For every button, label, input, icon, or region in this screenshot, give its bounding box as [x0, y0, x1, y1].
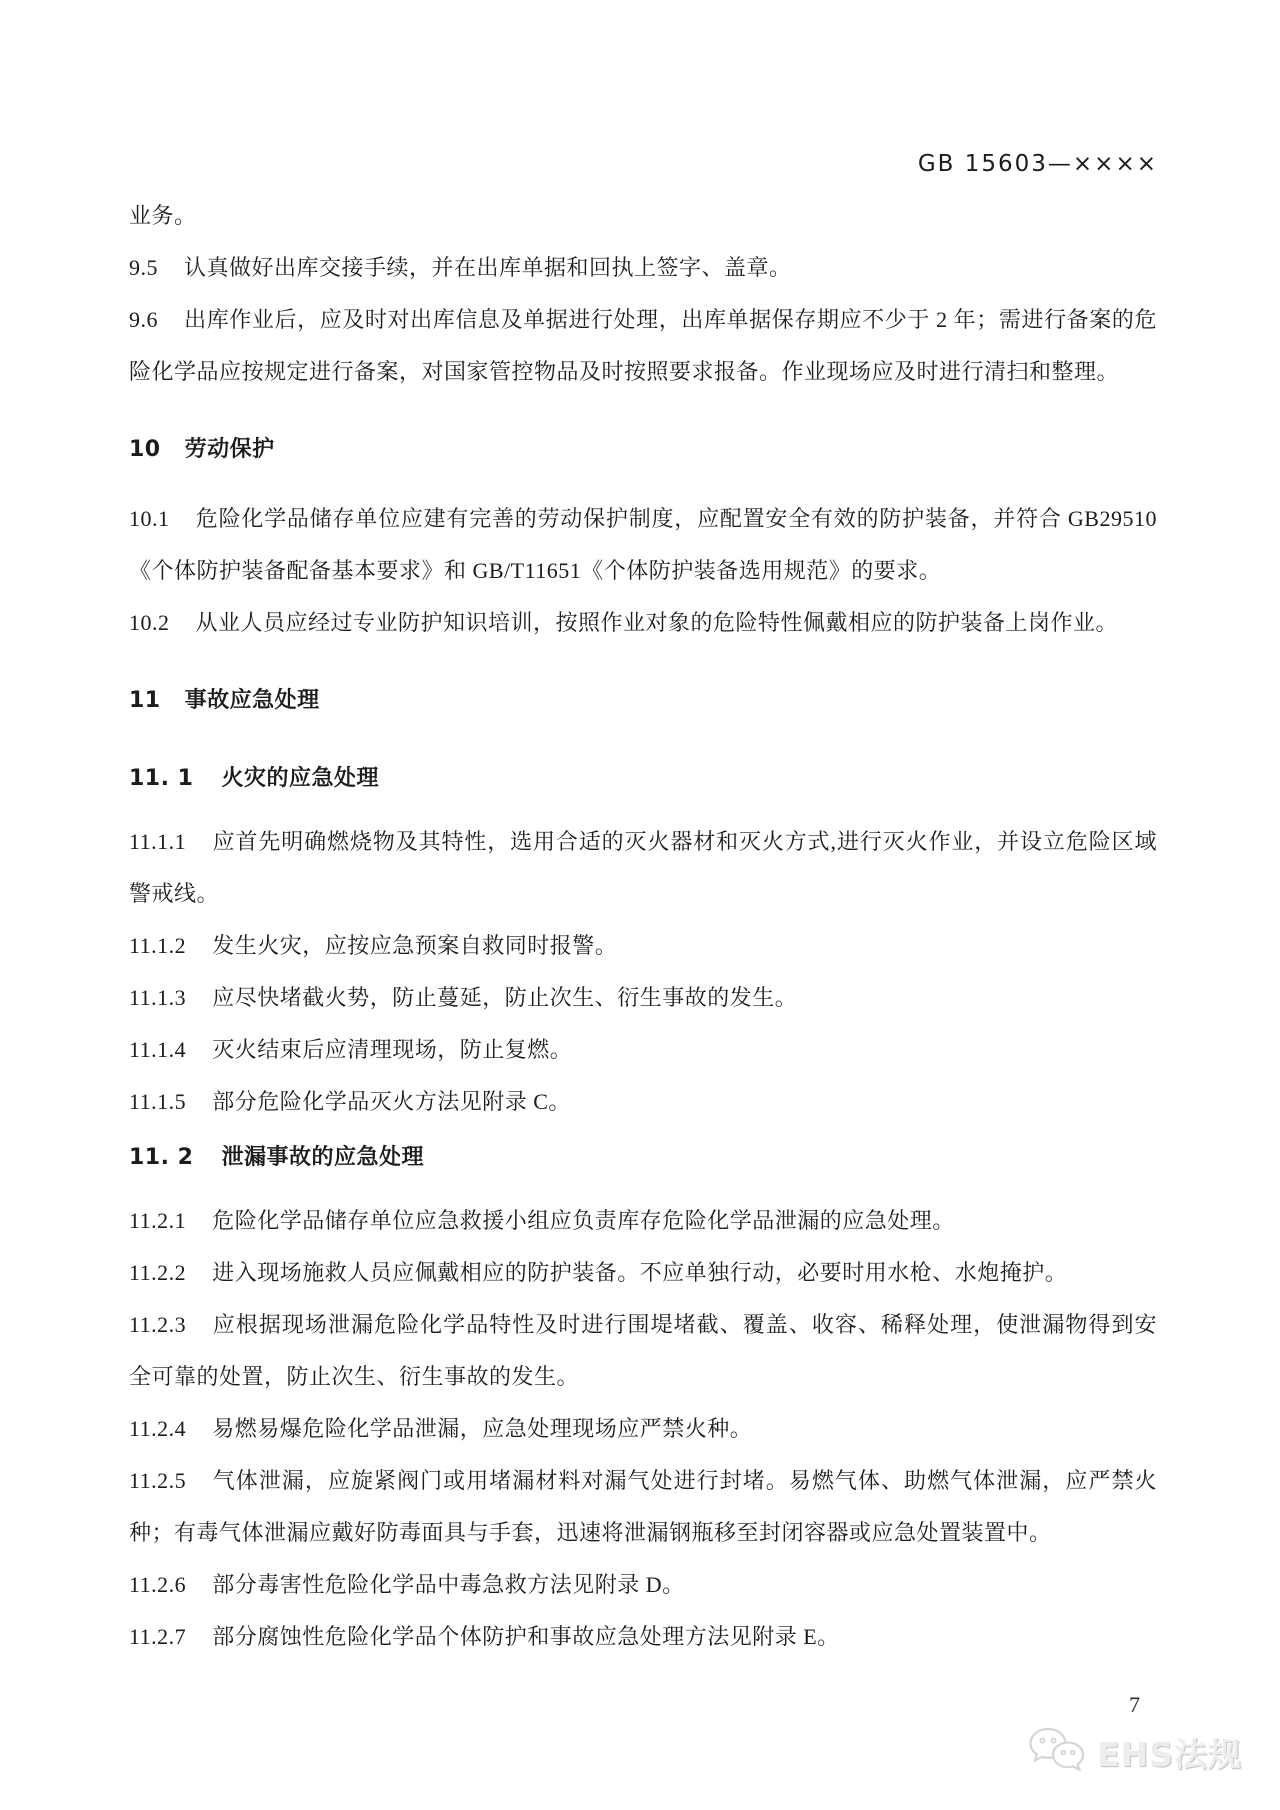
section-heading-11 — [129, 675, 1157, 727]
clause-text: 部分腐蚀性危险化学品个体防护和事故应急处理方法见附录 E。 — [212, 1624, 840, 1649]
clause-number: 11.2.5 — [129, 1468, 187, 1493]
clause-11.1.2 — [129, 920, 1157, 972]
clause-text: 部分毒害性危险化学品中毒急救方法见附录 D。 — [212, 1572, 685, 1597]
clause-text: 进入现场施救人员应佩戴相应的防护装备。不应单独行动，必要时用水枪、水炮掩护。 — [212, 1260, 1068, 1285]
clause-number: 11. 2 — [129, 1145, 194, 1170]
clause-number: 11.2.6 — [129, 1572, 187, 1597]
clause-text: 易燃易爆危险化学品泄漏，应急处理现场应严禁火种。 — [212, 1416, 753, 1441]
document-code-header: GB 15603—×××× — [917, 151, 1158, 177]
clause-11.1.4 — [129, 1024, 1157, 1076]
clause-number: 11.2.2 — [129, 1260, 187, 1285]
paragraph-continuation — [129, 190, 1157, 242]
heading-text: 事故应急处理 — [184, 688, 320, 713]
clause-9.6 — [129, 294, 1157, 398]
clause-text: 发生火灾，应按应急预案自救同时报警。 — [212, 933, 618, 958]
clause-11.2.6 — [129, 1559, 1157, 1611]
clause-11.2.2 — [129, 1247, 1157, 1299]
clause-number: 11.1.1 — [129, 829, 187, 854]
clause-11.2.1 — [129, 1195, 1157, 1247]
heading-text: 劳动保护 — [184, 437, 275, 462]
clause-11.1.5 — [129, 1076, 1157, 1128]
clause-number: 9.6 — [129, 307, 158, 332]
clause-number: 11.1.2 — [129, 933, 187, 958]
clause-number: 11.2.3 — [129, 1312, 187, 1337]
clause-10.1 — [129, 493, 1157, 597]
clause-text: 气体泄漏，应旋紧阀门或用堵漏材料对漏气处进行封堵。易燃气体、助燃气体泄漏，应严禁火种；有毒气体泄漏应戴好防毒面具与手套，迅速将泄漏钢瓶移至封闭容器或应急处置装置中。 — [129, 1468, 1157, 1545]
section-heading-11.1 — [129, 753, 1157, 805]
clause-10.2 — [129, 597, 1157, 649]
clause-text: 从业人员应经过专业防护知识培训，按照作业对象的危险特性佩戴相应的防护装备上岗作业。 — [195, 610, 1119, 635]
clause-11.2.5 — [129, 1455, 1157, 1559]
clause-number: 10.2 — [129, 610, 170, 635]
clause-11.1.1 — [129, 816, 1157, 920]
clause-number: 10.1 — [129, 506, 170, 531]
watermark-label: EHS法规 — [1097, 1734, 1242, 1774]
section-heading-10 — [129, 424, 1157, 476]
clause-number: 11.2.7 — [129, 1624, 187, 1649]
clause-text: 部分危险化学品灭火方法见附录 C。 — [212, 1089, 571, 1114]
clause-text: 认真做好出库交接手续，并在出库单据和回执上签字、盖章。 — [184, 255, 792, 280]
clause-11.2.3 — [129, 1299, 1157, 1403]
wechat-icon — [1027, 1726, 1087, 1778]
clause-11.2.4 — [129, 1403, 1157, 1455]
section-heading-11.2 — [129, 1132, 1157, 1184]
clause-number: 11.1.5 — [129, 1089, 187, 1114]
clause-text: 应首先明确燃烧物及其特性，选用合适的灭火器材和灭火方式,进行灭火作业，并设立危险区域警戒线。 — [129, 829, 1157, 906]
clause-text: 应根据现场泄漏危险化学品特性及时进行围堤堵截、覆盖、收容、稀释处理，使泄漏物得到安全可靠的处置，防止次生、衍生事故的发生。 — [129, 1312, 1157, 1389]
clause-text: 危险化学品储存单位应急救援小组应负责库存危险化学品泄漏的应急处理。 — [212, 1208, 955, 1233]
clause-text: 出库作业后，应及时对出库信息及单据进行处理，出库单据保存期应不少于 2 年；需进行备案的危险化学品应按规定进行备案，对国家管控物品及时按照要求报备。作业现场应及时进行清扫和整理。 — [129, 307, 1157, 384]
document-blocks — [129, 0, 1157, 1663]
clause-number: 11.1.4 — [129, 1037, 187, 1062]
clause-number: 11.2.1 — [129, 1208, 187, 1233]
clause-number: 9.5 — [129, 255, 158, 280]
watermark — [1027, 1726, 1242, 1778]
heading-text: 火灾的应急处理 — [221, 766, 379, 791]
page-number: 7 — [1129, 1692, 1140, 1717]
clause-number: 11. 1 — [129, 766, 194, 791]
clause-9.5 — [129, 242, 1157, 294]
clause-text: 危险化学品储存单位应建有完善的劳动保护制度，应配置安全有效的防护装备，并符合 GB29510《个体防护装备配备基本要求》和 GB/T11651《个体防护装备选用规范》的要求。 — [129, 506, 1157, 583]
clause-text: 业务。 — [129, 203, 197, 228]
clause-11.2.7 — [129, 1611, 1157, 1663]
clause-number: 10 — [129, 437, 161, 462]
clause-text: 应尽快堵截火势，防止蔓延，防止次生、衍生事故的发生。 — [212, 985, 798, 1010]
clause-text: 灭火结束后应清理现场，防止复燃。 — [212, 1037, 573, 1062]
clause-number: 11 — [129, 688, 161, 713]
heading-text: 泄漏事故的应急处理 — [221, 1145, 424, 1170]
clause-11.1.3 — [129, 972, 1157, 1024]
clause-number: 11.1.3 — [129, 985, 187, 1010]
clause-number: 11.2.4 — [129, 1416, 187, 1441]
